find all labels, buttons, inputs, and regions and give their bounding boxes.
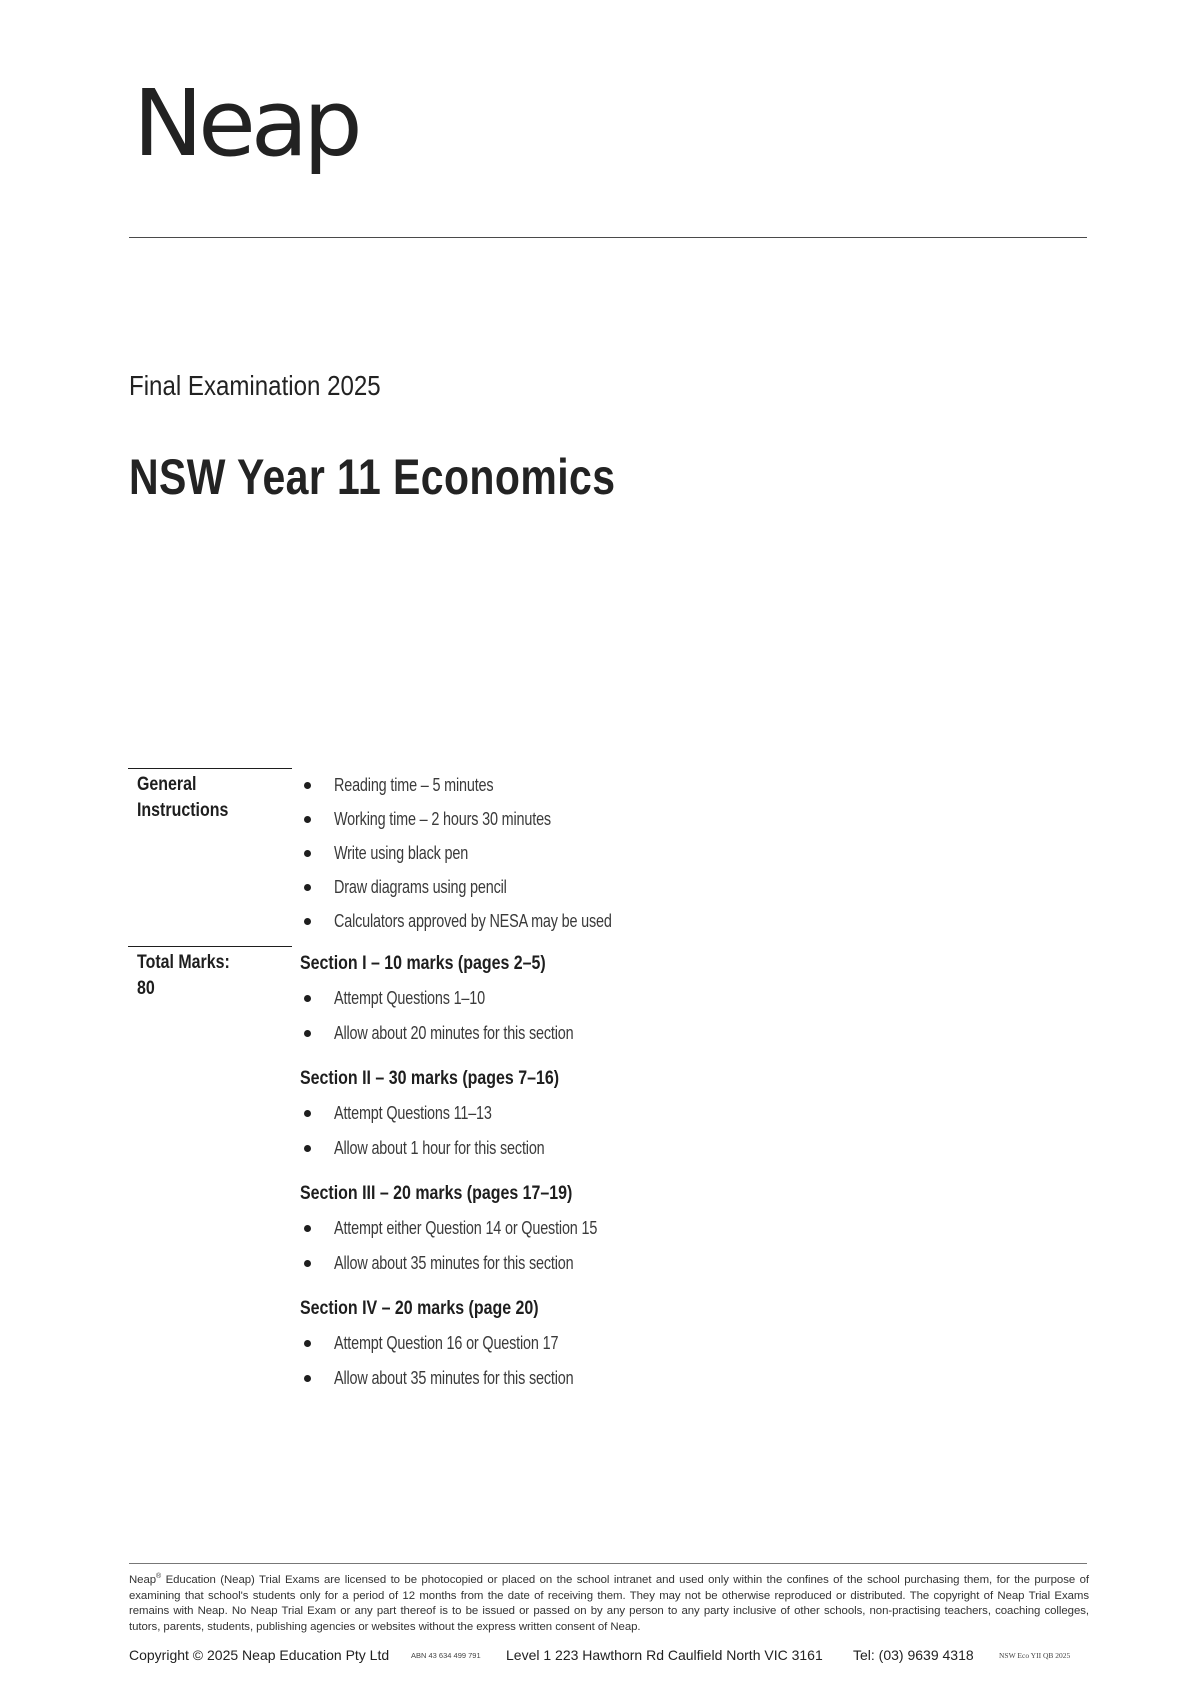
bullet-icon xyxy=(304,1375,311,1382)
label-line: Instructions xyxy=(137,800,229,821)
bullet-icon xyxy=(304,1030,311,1037)
general-instructions-divider xyxy=(128,768,292,769)
bullet-icon xyxy=(304,816,311,823)
exam-title: NSW Year 11 Economics xyxy=(129,449,616,505)
address-text: Level 1 223 Hawthorn Rd Caulfield North VIC 3161 xyxy=(506,1647,823,1663)
footer-legal-notice xyxy=(129,1569,1089,1635)
header-divider xyxy=(129,237,1087,238)
footer-divider xyxy=(129,1563,1087,1564)
label-line: General xyxy=(137,774,197,795)
neap-logo: Neap xyxy=(133,70,358,177)
copyright-text: Copyright © 2025 Neap Education Pty Ltd xyxy=(129,1647,390,1663)
exam-subtitle: Final Examination 2025 xyxy=(129,370,381,401)
bullet-icon xyxy=(304,1110,311,1117)
total-marks-divider xyxy=(128,946,292,947)
bullet-icon xyxy=(304,918,311,925)
section-3-heading: Section III – 20 marks (pages 17–19) xyxy=(300,1183,573,1204)
telephone-text: Tel: (03) 9639 4318 xyxy=(853,1647,974,1663)
total-marks-value: 80 xyxy=(137,978,155,999)
registered-mark: ® xyxy=(156,1573,162,1580)
total-marks-caption: Total Marks: xyxy=(137,952,230,973)
bullet-icon xyxy=(304,850,311,857)
bullet-icon xyxy=(304,1260,311,1267)
bullet-icon xyxy=(304,995,311,1002)
bullet-icon xyxy=(304,1145,311,1152)
footer-contact-line xyxy=(129,1647,1089,1665)
document-code: NSW Eco YII QB 2025 xyxy=(999,1651,1071,1660)
legal-text: Education (Neap) Trial Exams are licensed to be photocopied or placed on the school intranet and used only within the confines of the school purchasing them, for the purpose of examining that school's students only for a period of 12 months from the date of receiving them. They may not be otherwise reproduced or distributed. The copyright of Neap Trial Exams remains with Neap. No Neap Trial Exam or any part thereof is to be issued or passed on by any person to any party inclusive of other schools, non-practising teachers, coaching colleges, tutors, parents, students, publishing agencies or websites without the express written consent of Neap. xyxy=(129,1574,1089,1633)
bullet-icon xyxy=(304,1340,311,1347)
section-2-heading: Section II – 30 marks (pages 7–16) xyxy=(300,1068,560,1089)
legal-brand: Neap xyxy=(129,1574,157,1586)
section-1-heading: Section I – 10 marks (pages 2–5) xyxy=(300,953,546,974)
bullet-icon xyxy=(304,1225,311,1232)
bullet-icon xyxy=(304,782,311,789)
total-marks-label xyxy=(137,950,230,1002)
section-4-heading: Section IV – 20 marks (page 20) xyxy=(300,1298,539,1319)
general-instructions-label xyxy=(137,772,228,824)
bullet-icon xyxy=(304,884,311,891)
abn-text: ABN 43 634 499 791 xyxy=(411,1651,481,1660)
